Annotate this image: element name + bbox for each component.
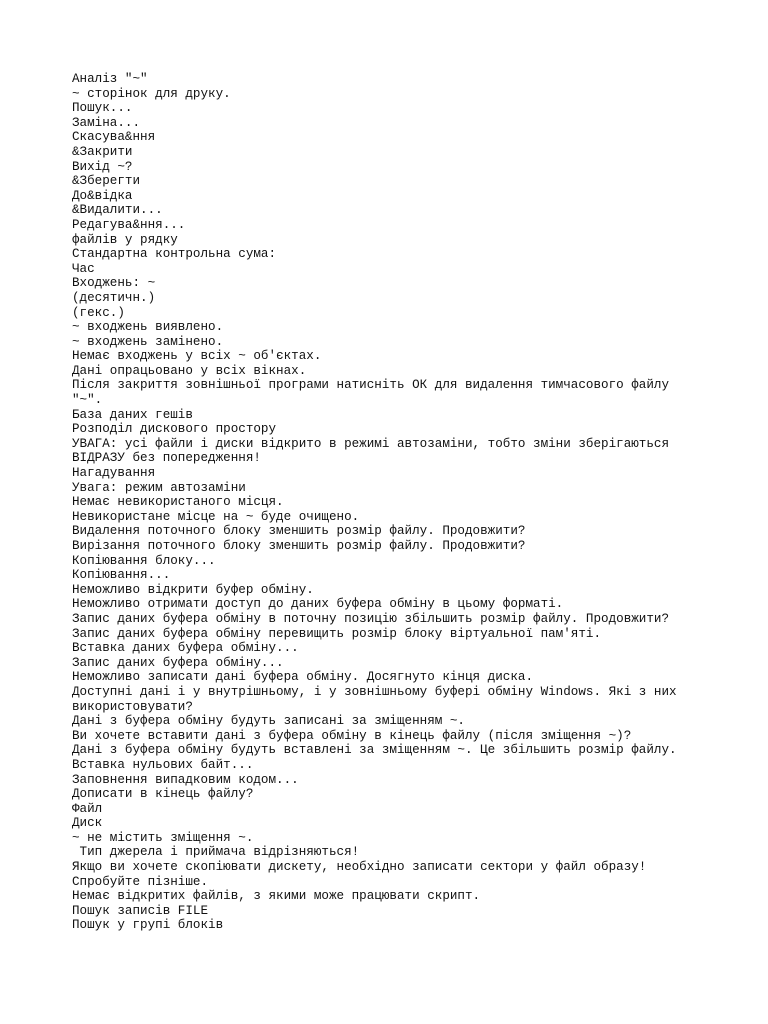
text-line: Дані опрацьовано у всіх вікнах.	[72, 363, 307, 378]
text-line: Неможливо отримати доступ до даних буфера обміну в цьому форматі.	[72, 597, 564, 612]
text-line: Нагадування	[72, 466, 156, 481]
text-line: Пошук...	[72, 101, 133, 116]
text-line: Ви хочете вставити дані з буфера обміну в кінець файлу (після зміщення ~)?	[72, 728, 632, 743]
text-line: файлів у рядку	[72, 232, 178, 247]
text-line: використовувати?	[72, 699, 193, 714]
text-line: Увага: режим автозаміни	[72, 480, 246, 495]
text-line: ~ входжень виявлено.	[72, 320, 224, 335]
text-line: Тип джерела і приймача відрізняються!	[72, 845, 360, 860]
text-line: ВІДРАЗУ без попередження!	[72, 451, 261, 466]
text-line: Копіювання блоку...	[72, 553, 216, 568]
text-line: Невикористане місце на ~ буде очищено.	[72, 509, 360, 524]
text-line: Заміна...	[72, 115, 141, 130]
text-line: Вставка нульових байт...	[72, 757, 254, 772]
text-line: Дописати в кінець файлу?	[72, 787, 254, 802]
text-line: Вихід ~?	[72, 159, 133, 174]
text-line: Після закриття зовнішньої програми натисніть ОК для видалення тимчасового файлу	[72, 378, 670, 393]
text-line: Редагува&ння...	[72, 217, 186, 232]
text-line: Скасува&ння	[72, 130, 156, 145]
text-line: Видалення поточного блоку зменшить розмір файлу. Продовжити?	[72, 524, 526, 539]
text-line: Немає відкритих файлів, з якими може працювати скрипт.	[72, 889, 481, 904]
text-line: Неможливо відкрити буфер обміну.	[72, 582, 314, 597]
text-line: База даних гешів	[72, 407, 193, 422]
text-line: ~ сторінок для друку.	[72, 86, 231, 101]
text-line: Дані з буфера обміну будуть записані за зміщенням ~.	[72, 714, 465, 729]
text-line: Спробуйте пізніше.	[72, 874, 209, 889]
text-line: Неможливо записати дані буфера обміну. Досягнуто кінця диска.	[72, 670, 534, 685]
text-line: Файл	[72, 801, 103, 816]
text-line: Якщо ви хочете скопіювати дискету, необхідно записати сектори у файл образу!	[72, 860, 647, 875]
text-line: &Зберегти	[72, 174, 141, 189]
text-line: "~".	[72, 393, 103, 408]
text-line: Вирізання поточного блоку зменшить розмір файлу. Продовжити?	[72, 539, 526, 553]
text-line: Пошук у групі блоків	[72, 918, 224, 933]
text-line: Час	[72, 261, 95, 276]
text-line: Аналіз "~"	[72, 72, 148, 86]
text-line: Вставка даних буфера обміну...	[72, 641, 299, 656]
text-line: УВАГА: усі файли і диски відкрито в режимі автозаміни, тобто зміни зберігаються	[72, 436, 670, 451]
text-line: &Видалити...	[72, 203, 163, 218]
text-line: Запис даних буфера обміну...	[72, 655, 284, 670]
text-line: &Закрити	[72, 144, 133, 159]
text-line: (десятичн.)	[72, 290, 156, 305]
text-line: Диск	[72, 816, 103, 831]
text-line: Дані з буфера обміну будуть вставлені за зміщенням ~. Це збільшить розмір файлу.	[72, 743, 677, 758]
text-line: Розподіл дискового простору	[72, 422, 277, 437]
text-line: Стандартна контрольна сума:	[72, 247, 277, 262]
text-line: Запис даних буфера обміну перевищить розмір блоку віртуальної пам'яті.	[72, 626, 602, 641]
text-line: Доступні дані і у внутрішньому, і у зовнішньому буфері обміну Windows. Які з них	[72, 684, 677, 699]
text-line: Немає входжень у всіх ~ об'єктах.	[72, 349, 322, 364]
text-line: До&відка	[72, 188, 133, 203]
text-line: ~ не містить зміщення ~.	[72, 830, 254, 845]
text-line: Заповнення випадковим кодом...	[72, 772, 299, 787]
text-line: (гекс.)	[72, 305, 125, 320]
text-line: Копіювання...	[72, 568, 171, 583]
text-line: ~ входжень замінено.	[72, 334, 224, 349]
text-line: Пошук записів FILE	[72, 903, 209, 918]
text-line: Немає невикористаного місця.	[72, 495, 284, 510]
document-page	[72, 72, 692, 933]
text-line: Запис даних буфера обміну в поточну позицію збільшить розмір файлу. Продовжити?	[72, 611, 670, 626]
text-line: Входжень: ~	[72, 276, 156, 291]
